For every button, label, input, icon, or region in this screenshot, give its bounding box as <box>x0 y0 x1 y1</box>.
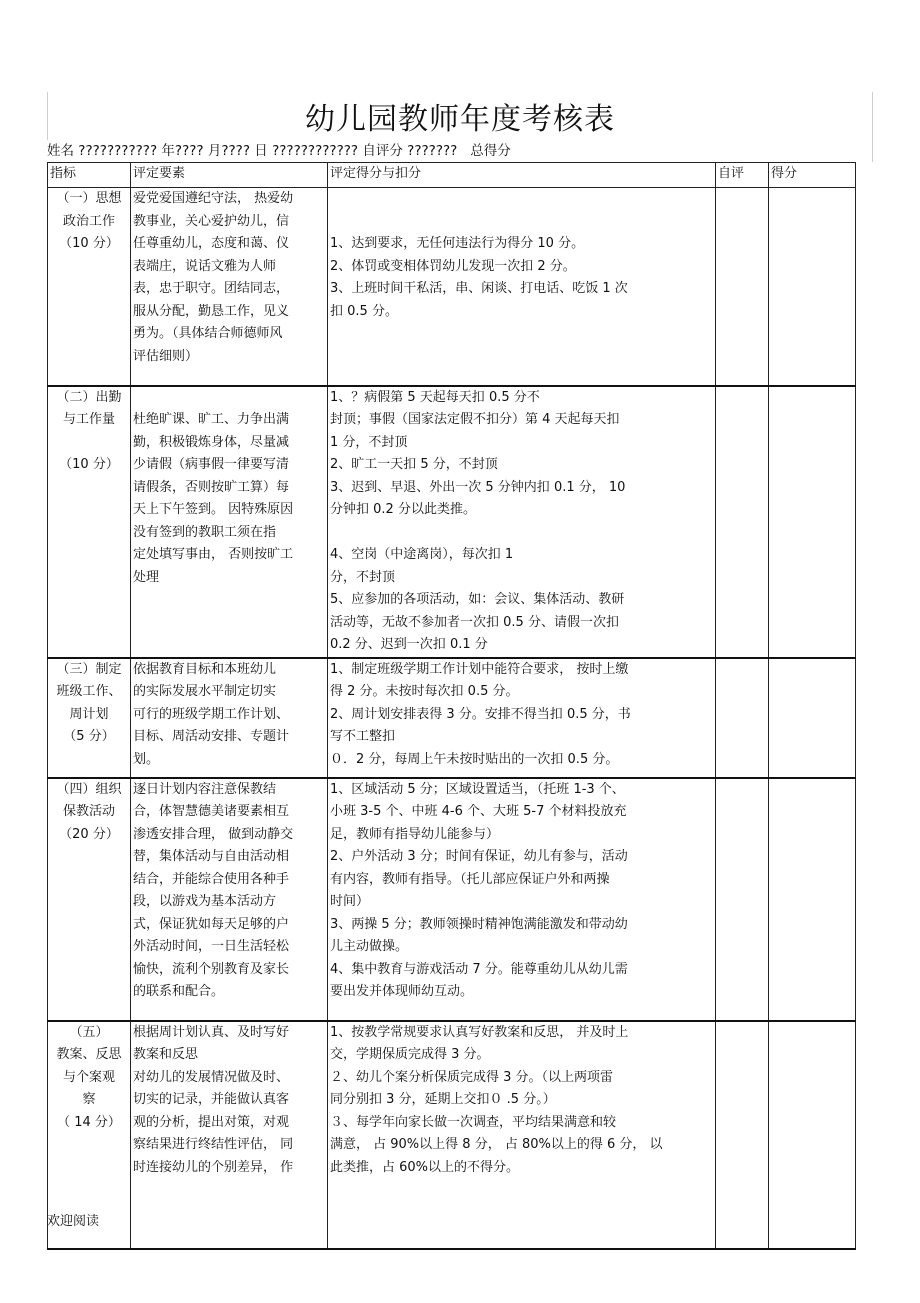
scoring-cell <box>328 778 716 1021</box>
req-line: 处理 <box>133 569 160 585</box>
header-requirements: 评定要素 <box>131 163 328 188</box>
requirements-cell <box>131 188 328 386</box>
table-row <box>48 386 856 658</box>
req-line: 任尊重幼儿，态度和蔼、仪 <box>133 236 290 251</box>
requirements-cell <box>131 778 328 1021</box>
indicator-cell <box>48 778 131 1021</box>
final-score-cell[interactable] <box>769 658 856 778</box>
score-line: 要出发并体现师幼互动。 <box>330 984 474 999</box>
score-line: 有内容，教师有指导。（托儿部应保证户外和两操 <box>330 871 610 887</box>
score-line: 满意， 占 90%以上得 8 分， 占 80%以上的得 6 分， 以 <box>330 1137 663 1152</box>
req-line: 段，以游戏为基本活动方 <box>133 894 277 909</box>
cat-line: 周计划 <box>69 706 109 722</box>
score-line: 3、上班时间干私活，串、闲谈、打电话、吃饭 1 次 <box>330 281 628 296</box>
req-line: 勇为。（具体结合师德师风 <box>133 326 283 341</box>
req-line: 结合，并能综合使用各种手 <box>133 871 290 887</box>
score-line: 扣 0.5 分。 <box>330 303 398 319</box>
score-line: 4、集中教育与游戏活动 7 分。能尊重幼儿从幼儿需 <box>330 961 628 977</box>
header-indicator: 指标 <box>48 163 131 188</box>
req-line: 渗透安排合理， 做到动静交 <box>133 826 294 842</box>
cat-line: 政治工作 <box>62 213 115 229</box>
cat-line: （五） <box>69 1024 109 1040</box>
scoring-cell <box>328 188 716 386</box>
score-line: 分钟扣 0.2 分以此类推。 <box>330 502 476 517</box>
score-line: 5、应参加的各项活动，如：会议、集体活动、教研 <box>330 592 625 607</box>
req-line: 没有签到的教职工须在指 <box>133 524 277 540</box>
score-line: 1、区域活动 5 分；区域设置适当，（托班 1-3 个、 <box>330 781 625 797</box>
header-self: 自评 <box>716 163 769 188</box>
table-row <box>48 658 856 778</box>
indicator-cell <box>48 188 131 386</box>
cat-line: 与个案观 <box>62 1069 115 1085</box>
cat-line: （一）思想 <box>56 191 122 206</box>
req-line: 外活动时间，一日生活轻松 <box>133 939 290 954</box>
page-title: 幼儿园教师年度考核表 <box>305 102 615 137</box>
cat-line: （10 分） <box>59 236 119 251</box>
final-score-cell[interactable] <box>769 778 856 1021</box>
score-line: 儿主动做操。 <box>330 939 409 954</box>
score-line: ３、每学年向家长做一次调查，平均结果满意和较 <box>330 1114 617 1130</box>
req-line: 替，集体活动与自由活动相 <box>133 849 290 864</box>
req-line: 依据教育目标和本班幼儿 <box>133 661 277 677</box>
scoring-cell <box>328 386 716 658</box>
req-line: 杜绝旷课、旷工、力争出满 <box>133 412 290 427</box>
req-line: 划。 <box>133 751 160 767</box>
scoring-cell <box>328 658 716 778</box>
self-score-cell[interactable] <box>716 386 769 658</box>
score-line: 1 分，不封顶 <box>330 434 408 450</box>
footer-text: 欢迎阅读 <box>47 1214 100 1229</box>
cat-line: 保教活动 <box>62 804 115 819</box>
table-row <box>48 778 856 1021</box>
req-line: 服从分配，勤恳工作，见义 <box>133 303 290 319</box>
final-score-cell[interactable] <box>769 386 856 658</box>
score-line: 1、制定班级学期工作计划中能符合要求， 按时上缴 <box>330 661 629 677</box>
final-score-cell[interactable] <box>769 188 856 386</box>
self-score-cell[interactable] <box>716 1021 769 1249</box>
score-line <box>330 188 713 211</box>
req-line: 切实的记录，并能做认真客 <box>133 1092 290 1107</box>
score-line: 1、达到要求，无任何违法行为得分 10 分。 <box>330 236 585 251</box>
cat-line: （二）出勤 <box>56 389 122 405</box>
score-line: 1、按教学常规要求认真写好教案和反思， 并及时上 <box>330 1024 629 1040</box>
score-line: 2、旷工一天扣 5 分，不封顶 <box>330 457 498 472</box>
requirements-cell <box>131 658 328 778</box>
req-line: 表，忠于职守。团结同志， <box>133 281 290 296</box>
header-score: 得分 <box>769 163 856 188</box>
req-line: 的联系和配合。 <box>133 984 225 999</box>
score-line: 小班 3-5 个、中班 4-6 个、大班 5-7 个材料投放充 <box>330 804 627 819</box>
req-line: 逐日计划内容注意保教结 <box>133 781 277 797</box>
cat-line: 班级工作、 <box>56 684 122 699</box>
score-line: 写不工整扣 <box>330 729 396 744</box>
score-line: 交，学期保质完成得 3 分。 <box>330 1047 490 1062</box>
req-line: 可行的班级学期工作计划、 <box>133 706 290 722</box>
req-line: 的实际发展水平制定切实 <box>133 684 277 699</box>
score-line: ０．2 分，每周上午未按时贴出的一次扣 0.5 分。 <box>330 751 619 767</box>
cat-line: （5 分） <box>63 729 115 744</box>
req-line: 表端庄，说话文雅为人师 <box>133 258 277 274</box>
score-line: 分，不封顶 <box>330 569 396 585</box>
score-line: 3、迟到、早退、外出一次 5 分钟内扣 0.1 分， 10 <box>330 479 626 495</box>
score-line: 时间） <box>330 894 370 909</box>
cat-line: 教案、反思 <box>56 1047 122 1062</box>
req-line: 根据周计划认真、及时写好 <box>133 1024 290 1040</box>
req-line: 愉快，流利个别教育及家长 <box>133 961 290 977</box>
req-line: 教事业，关心爱护幼儿，信 <box>133 213 290 229</box>
score-line: 活动等，无故不参加者一次扣 0.5 分、请假一次扣 <box>330 614 619 630</box>
req-line: 式，保证犹如每天足够的户 <box>133 916 290 932</box>
info-line: 姓名 ??????????? 年???? 月???? 日 ???????????? 自评分 ??????? 总得分 <box>47 143 511 159</box>
req-line: 请假条，否则按旷工算）每 <box>133 479 290 495</box>
score-line: 足，教师有指导幼儿能参与） <box>330 826 500 842</box>
table-body <box>48 188 856 1249</box>
cat-line: （20 分） <box>59 826 119 842</box>
score-line: 1、？病假第 5 天起每天扣 0.5 分不 <box>330 389 540 405</box>
req-line: 目标、周活动安排、专题计 <box>133 729 290 744</box>
req-line: 察结果进行终结性评估， 同 <box>133 1137 294 1152</box>
cat-line: 察 <box>82 1092 96 1107</box>
req-line: 时连接幼儿的个别差异， 作 <box>133 1159 294 1175</box>
table-row <box>48 1021 856 1249</box>
cat-line: 与工作量 <box>62 412 115 427</box>
cat-line: （三）制定 <box>56 661 122 677</box>
req-line: 爱党爱国遵纪守法， 热爱幼 <box>133 191 294 206</box>
indicator-cell <box>48 658 131 778</box>
req-line <box>133 387 325 410</box>
scoring-cell <box>328 1021 716 1249</box>
self-score-cell[interactable] <box>716 778 769 1021</box>
header-row <box>48 163 856 188</box>
requirements-cell <box>131 1021 328 1249</box>
cat-line: （ 14 分） <box>57 1114 121 1130</box>
score-line: 此类推，占 60%以上的不得分。 <box>330 1159 520 1175</box>
score-line: 0.2 分、迟到一次扣 0.1 分 <box>330 637 488 652</box>
req-line: 天上下午签到。 因特殊原因 <box>133 502 294 517</box>
score-line: 2、户外活动 3 分；时间有保证，幼儿有参与，活动 <box>330 849 628 864</box>
cat-line: （10 分） <box>59 457 119 472</box>
score-line: ２、幼儿个案分析保质完成得 3 分。（以上两项雷 <box>330 1069 614 1085</box>
requirements-cell <box>131 386 328 658</box>
req-line: 对幼儿的发展情况做及时、 <box>133 1069 290 1085</box>
cat-line: （四）组织 <box>56 781 122 797</box>
score-line: 2、体罚或变相体罚幼儿发现一次扣 2 分。 <box>330 258 576 274</box>
req-line: 少请假（病事假一律要写清 <box>133 457 290 472</box>
score-line: 4、空岗（中途离岗），每次扣 1 <box>330 547 514 562</box>
req-line: 教案和反思 <box>133 1047 199 1062</box>
req-line: 勤，积极锻炼身体，尽量减 <box>133 434 290 450</box>
cat-line <box>50 432 128 455</box>
req-line: 定处填写事由， 否则按旷工 <box>133 547 294 562</box>
self-score-cell[interactable] <box>716 188 769 386</box>
score-line <box>330 211 713 234</box>
score-line: 2、周计划安排表得 3 分。安排不得当扣 0.5 分，书 <box>330 706 631 722</box>
self-score-cell[interactable] <box>716 658 769 778</box>
score-line <box>330 522 713 545</box>
req-line: 观的分析，提出对策，对观 <box>133 1114 290 1130</box>
header-scoring: 评定得分与扣分 <box>328 163 716 188</box>
score-line: 3、两操 5 分；教师领操时精神饱满能激发和带动幼 <box>330 916 628 932</box>
assessment-table <box>47 162 856 1250</box>
score-line: 封顶；事假（国家法定假不扣分）第 4 天起每天扣 <box>330 412 620 427</box>
req-line: 合，体智慧德美诸要素相互 <box>133 804 290 819</box>
score-line: 同分别扣 3 分，延期上交扣０ .5 分。） <box>330 1092 556 1107</box>
score-line: 得 2 分。未按时每次扣 0.5 分。 <box>330 684 519 699</box>
final-score-cell[interactable] <box>769 1021 856 1249</box>
indicator-cell <box>48 386 131 658</box>
table-row <box>48 188 856 386</box>
req-line: 评估细则） <box>133 348 199 364</box>
